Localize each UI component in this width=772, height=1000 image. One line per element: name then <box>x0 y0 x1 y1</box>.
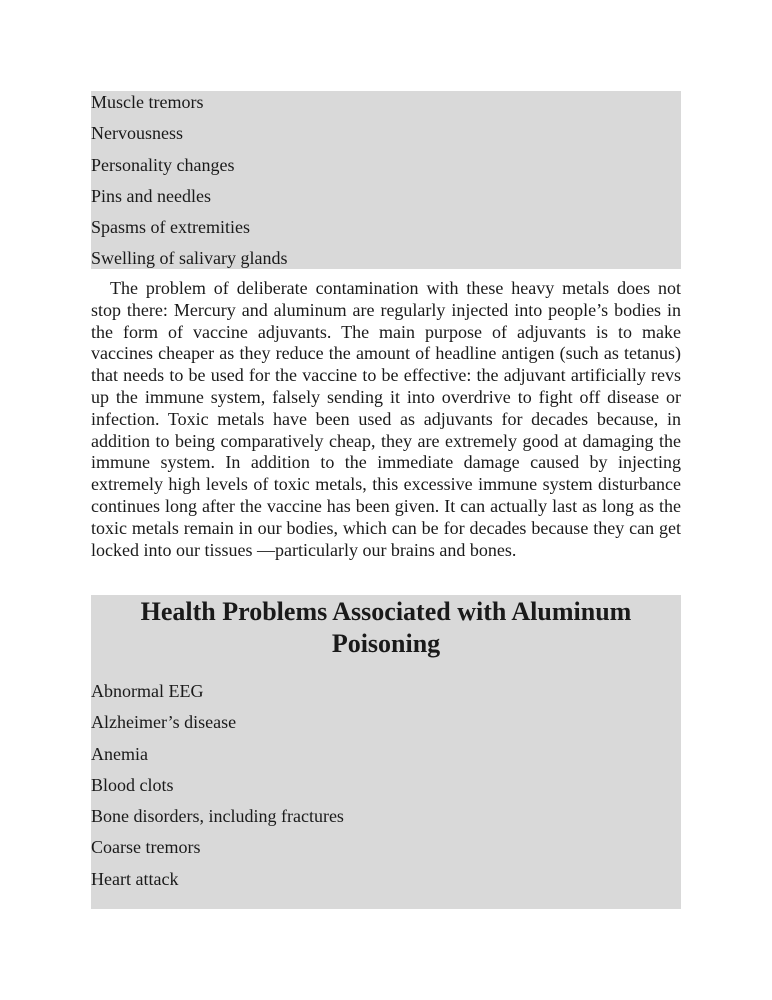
list-item: Coarse tremors <box>91 837 201 858</box>
body-paragraph: The problem of deliberate contamination with these heavy metals does not stop there: Mercury and aluminum are regularly injected into people’s bodies in the form of vaccine adjuvants. The main purpose of adjuvants is to make vaccines cheaper as they reduce the amount of headline antigen (such as tetanus) that needs to be used for the vaccine to be effective: the adjuvant artificially revs up the immune system, falsely sending it into overdrive to fight off disease or infection. Toxic metals have been used as adjuvants for decades because, in addition to being comparatively cheap, they are extremely good at damaging the immune system. In addition to the immediate damage caused by injecting extremely high levels of toxic metals, this excessive immune system disturbance continues long after the vaccine has been given. It can actually last as long as the toxic metals remain in our bodies, which can be for decades because they can get locked into our tissues —particularly our brains and bones. <box>91 278 681 560</box>
section-heading: Health Problems Associated with Aluminum Poisoning <box>140 597 632 658</box>
list-item: Muscle tremors <box>91 92 204 112</box>
list-item: Swelling of salivary glands <box>91 248 288 269</box>
list-item: Abnormal EEG <box>91 681 204 701</box>
list-item: Spasms of extremities <box>91 217 250 238</box>
aluminum-symptoms-list <box>91 676 344 895</box>
list-item: Anemia <box>91 743 148 764</box>
mercury-symptoms-box <box>91 91 681 269</box>
mercury-symptoms-list <box>91 87 287 275</box>
list-item: Personality changes <box>91 154 235 175</box>
list-item: Heart attack <box>91 868 179 889</box>
list-item: Alzheimer’s disease <box>91 712 237 733</box>
aluminum-poisoning-box <box>91 595 681 909</box>
list-item: Bone disorders, including fractures <box>91 806 344 827</box>
list-item: Blood clots <box>91 774 174 795</box>
list-item: Pins and needles <box>91 185 211 206</box>
list-item: Nervousness <box>91 123 183 144</box>
